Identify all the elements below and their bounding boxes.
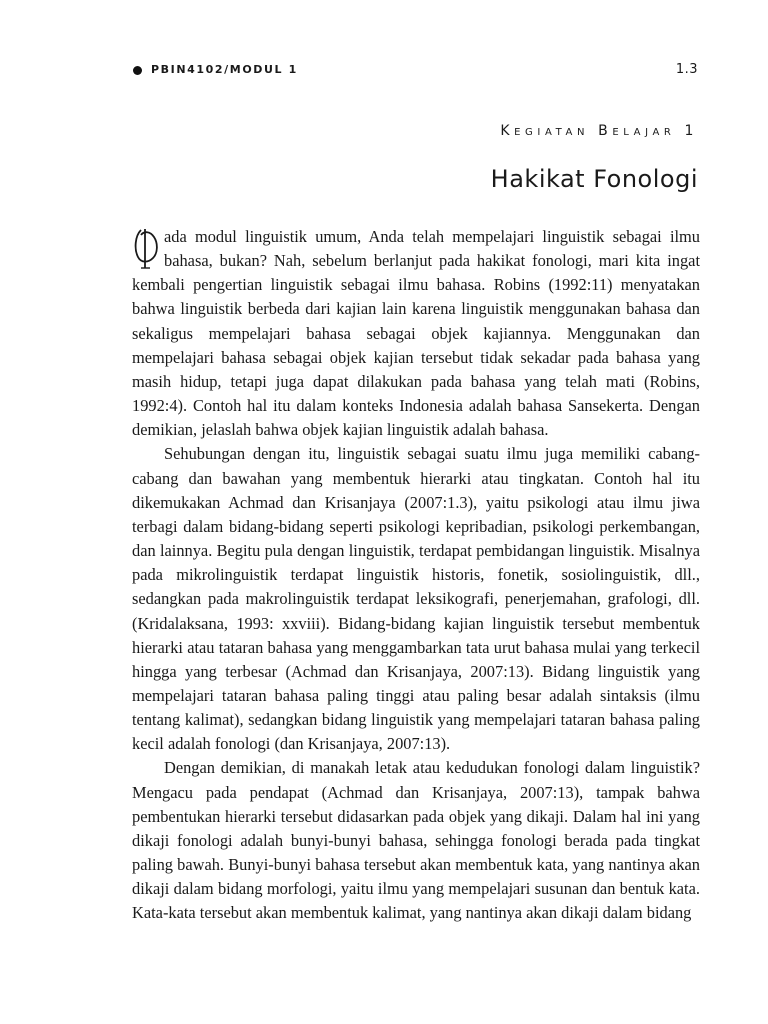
module-code: PBIN4102/MODUL 1 [151, 63, 298, 76]
activity-label: Kegiatan Belajar 1 [500, 123, 698, 139]
section-title: Hakikat Fonologi [490, 165, 698, 193]
paragraph-2: Sehubungan dengan itu, linguistik sebagai suatu ilmu juga memiliki cabang-cabang dan bawahan yang membentuk hierarki atau tingkatan. Contoh hal itu dikemukakan Achmad dan Krisanjaya (2007:1.3), yaitu psikologi atau ilmu jiwa terbagi dalam bidang-bidang seperti psikologi kepribadian, psikologi perkembangan, dan lainnya. Begitu pula dengan linguistik, terdapat pembidangan linguistik. Misalnya pada mikrolinguistik terdapat linguistik historis, fonetik, sosiolinguistik, dll., sedangkan pada makrolinguistik terdapat leksikografi, penerjemahan, grafologi, dll. (Kridalaksana, 1993: xxviii). Bidang-bidang kajian linguistik tersebut membentuk hierarki atau tataran bahasa yang menggambarkan tata urut bahasa mulai yang terkecil hingga yang terbesar (Achmad dan Krisanjaya, 2007:13). Bidang linguistik yang mempelajari tataran bahasa paling tinggi atau paling besar adalah sintaksis (ilmu tentang kalimat), sedangkan bidang linguistik yang mempelajari tataran bahasa paling kecil adalah fonologi (dan Krisanjaya, 2007:13). [132, 444, 700, 754]
drop-cap [132, 227, 160, 267]
body-text [132, 225, 700, 926]
paragraph-text: ada modul linguistik umum, Anda telah mempelajari linguistik sebagai ilmu bahasa, bukan? Nah, sebelum berlanjut pada hakikat fonologi, mari kita ingat kembali pengertian linguistik sebagai ilmu bahasa. Robins (1992:11) menyatakan bahwa linguistik berbeda dari kajian lain karena linguistik menggunakan bahasa dan sekaligus mempelajari bahasa sebagai objek kajiannya. Menggunakan dan mempelajari bahasa sebagai objek kajian tersebut tidak sekadar pada bahasa yang masih hidup, tetapi juga dapat dilakukan pada bahasa yang telah mati (Robins, 1992:4). Contoh hal itu dalam konteks Indonesia adalah bahasa Sansekerta. Dengan demikian, jelaslah bahwa objek kajian linguistik adalah bahasa. [132, 227, 700, 440]
bullet-icon [133, 66, 142, 75]
paragraph-3: Dengan demikian, di manakah letak atau kedudukan fonologi dalam linguistik? Mengacu pada pendapat (Achmad dan Krisanjaya, 2007:13), tampak bahwa pembentukan hierarki tersebut didasarkan pada objek yang dikaji. Dalam hal ini yang dikaji fonologi adalah bunyi-bunyi bahasa, sehingga fonologi berada pada tingkat paling bawah. Bunyi-bunyi bahasa tersebut akan membentuk kata, yang nantinya akan dikaji dalam bidang morfologi, yaitu ilmu yang mempelajari susunan dan bentuk kata. Kata-kata tersebut akan membentuk kalimat, yang nantinya akan dikaji dalam bidang [132, 758, 700, 923]
page-number: 1.3 [675, 62, 698, 77]
paragraph-1 [132, 225, 700, 442]
page-header [133, 62, 698, 82]
